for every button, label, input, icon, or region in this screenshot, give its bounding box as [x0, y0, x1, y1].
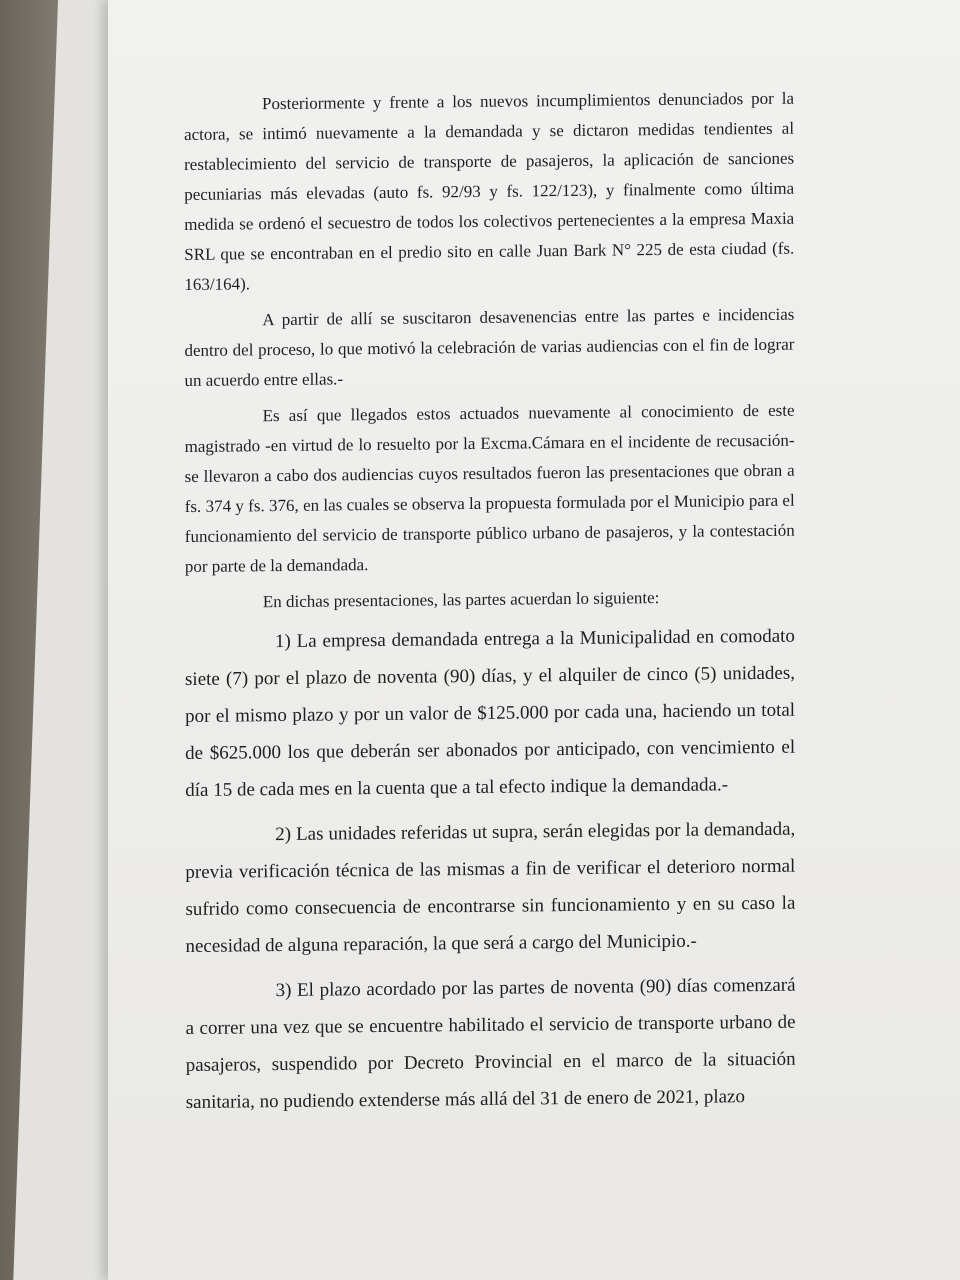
paragraph-3: Es así que llegados estos actuados nuevamente al conocimiento de este magistrado -en virtud de lo resuelto por la Excma.Cámara en el incidente de recusación- se llevaron a cabo dos audiencias cuyos resultados fueron las presentaciones que obran a fs. 374 y fs. 376, en las cuales se observa la propuesta formulada por el Municipio para el funcionamiento del servicio de transporte público urbano de pasajeros, y la contestación por parte de la demandada.	[184, 400, 795, 577]
clause-2: 2) Las unidades referidas ut supra, serán elegidas por la demandada, previa verificación técnica de las mismas a fin de verificar el deterioro normal sufrido como consecuencia de encontrarse sin funcionamiento y en su caso la necesidad de alguna reparación, la que será a cargo del Municipio.-	[185, 818, 796, 958]
clause-3: 3) El plazo acordado por las partes de noventa (90) días comenzará a correr una vez que se encuentre habilitado el servicio de transporte urbano de pasajeros, suspendido por Decreto Provincial en el marco de la situación sanitaria, no pudiendo extenderse más allá del 31 de enero de 2021, plazo	[185, 974, 796, 1114]
paragraph-2: A partir de allí se suscitaron desavenencias entre las partes e incidencias dentro del proceso, lo que motivó la celebración de varias audiencias con el fin de lograr un acuerdo entre ellas.-	[184, 304, 795, 391]
document-body	[184, 84, 796, 1129]
clause-1: 1) La empresa demandada entrega a la Municipalidad en comodato siete (7) por el plazo de noventa (90) días, y el alquiler de cinco (5) unidades, por el mismo plazo y por un valor de $125.000 por cada una, haciendo un total de $625.000 los que deberán ser abonados por anticipado, con vencimiento el día 15 de cada mes en la cuenta que a tal efecto indique la demandada.-	[185, 625, 796, 802]
paragraph-1: Posteriormente y frente a los nuevos incumplimientos denunciados por la actora, se intimó nuevamente a la demandada y se dictaron medidas tendientes al restablecimiento del servicio de transporte de pasajeros, la aplicación de sanciones pecuniarias más elevadas (auto fs. 92/93 y fs. 122/123), y finalmente como última medida se ordenó el secuestro de todos los colectivos pertenecientes a la empresa Maxia SRL que se encontraban en el predio sito en calle Juan Bark N° 225 de esta ciudad (fs. 163/164).	[184, 88, 795, 295]
document-page	[108, 0, 960, 1280]
paragraph-4: En dichas presentaciones, las partes acuerdan lo siguiente:	[262, 588, 660, 612]
